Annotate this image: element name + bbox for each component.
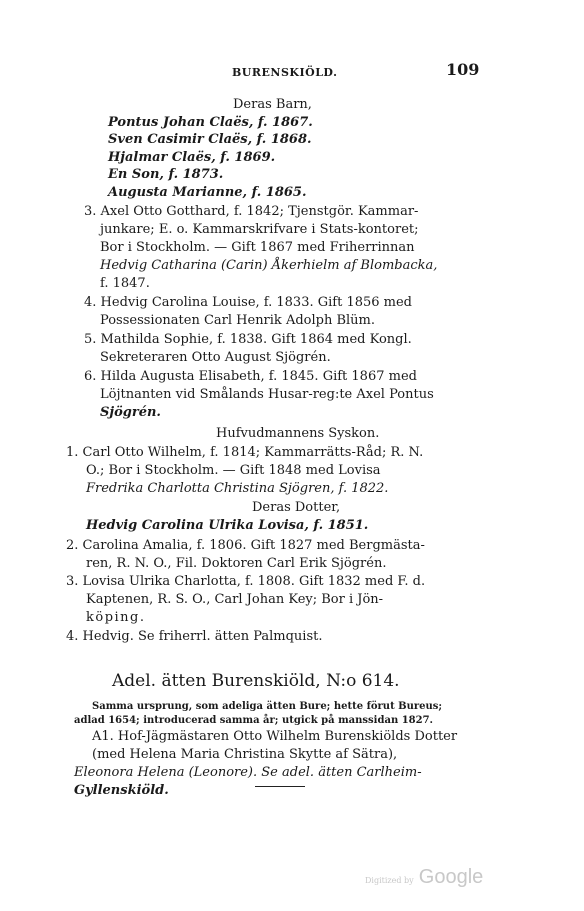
google-watermark [365,866,483,889]
entry-line: köping. [86,610,146,625]
entry-line: junkare; E. o. Kammarskrifvare i Stats-kontoret; [100,222,419,237]
running-title: BURENSKIÖLD. [232,66,338,79]
child-line: Hjalmar Claës, f. 1869. [108,150,276,165]
watermark-small: Digitized by [365,876,414,885]
entry-line: Sjögrén. [100,405,161,420]
child-line: Augusta Marianne, f. 1865. [108,185,307,200]
entry-line: Fredrika Charlotta Christina Sjögren, f. 1822. [86,481,389,496]
end-rule [255,786,305,787]
entry-line: Sekreteraren Otto August Sjögrén. [100,350,331,365]
family-title: Adel. ätten Burenskiöld, N:o 614. [112,671,400,691]
entry-line: 5. Mathilda Sophie, f. 1838. Gift 1864 med Kongl. [84,332,412,347]
child-line: Sven Casimir Claës, f. 1868. [108,132,312,147]
entry-line: 3. Lovisa Ulrika Charlotta, f. 1808. Gift 1832 med F. d. [66,574,426,589]
children-heading: Deras Barn, [233,97,312,112]
origin-note: Samma ursprung, som adeliga ätten Bure; hette förut Bureus; [92,701,443,712]
child-line: Pontus Johan Claës, f. 1867. [108,115,313,130]
entry-line: A1. Hof-Jägmästaren Otto Wilhelm Burenskiölds Dotter [92,729,458,744]
entry-line: Possessionaten Carl Henrik Adolph Blüm. [100,313,376,328]
entry-line: Kaptenen, R. S. O., Carl Johan Key; Bor i Jön- [86,592,384,607]
entry-line: O.; Bor i Stockholm. — Gift 1848 med Lovisa [86,463,381,478]
entry-line: 3. Axel Otto Gotthard, f. 1842; Tjenstgör. Kammar- [84,204,419,219]
page-number: 109 [446,60,480,79]
entry-line: 1. Carl Otto Wilhelm, f. 1814; Kammarrätts-Råd; R. N. [66,445,424,460]
entry-line: Bor i Stockholm. — Gift 1867 med Friherrinnan [100,240,415,255]
origin-note: adlad 1654; introducerad samma år; utgick på manssidan 1827. [74,715,434,726]
entry-line: Hedvig Catharina (Carin) Åkerhielm af Blombacka, [100,258,438,273]
watermark-logo: Google [418,866,484,888]
entry-line: 2. Carolina Amalia, f. 1806. Gift 1827 med Bergmästa- [66,538,425,553]
entry-line: f. 1847. [100,276,150,291]
daughter-heading: Deras Dotter, [252,500,341,515]
entry-line: Löjtnanten vid Smålands Husar-reg:te Axel Pontus [100,387,434,402]
entry-line: 4. Hedvig Carolina Louise, f. 1833. Gift 1856 med [84,295,413,310]
entry-line: Eleonora Helena (Leonore). Se adel. ätten Carlheim- [74,765,422,780]
siblings-heading: Hufvudmannens Syskon. [216,426,380,441]
entry-line: 4. Hedvig. Se friherrl. ätten Palmquist. [66,629,323,644]
entry-line: ren, R. N. O., Fil. Doktoren Carl Erik Sjögrén. [86,556,387,571]
entry-line: Hedvig Carolina Ulrika Lovisa, f. 1851. [86,518,369,533]
child-line: En Son, f. 1873. [108,167,224,182]
entry-line: Gyllenskiöld. [74,783,169,798]
entry-line: (med Helena Maria Christina Skytte af Sätra), [92,747,398,762]
entry-line: 6. Hilda Augusta Elisabeth, f. 1845. Gift 1867 med [84,369,417,384]
